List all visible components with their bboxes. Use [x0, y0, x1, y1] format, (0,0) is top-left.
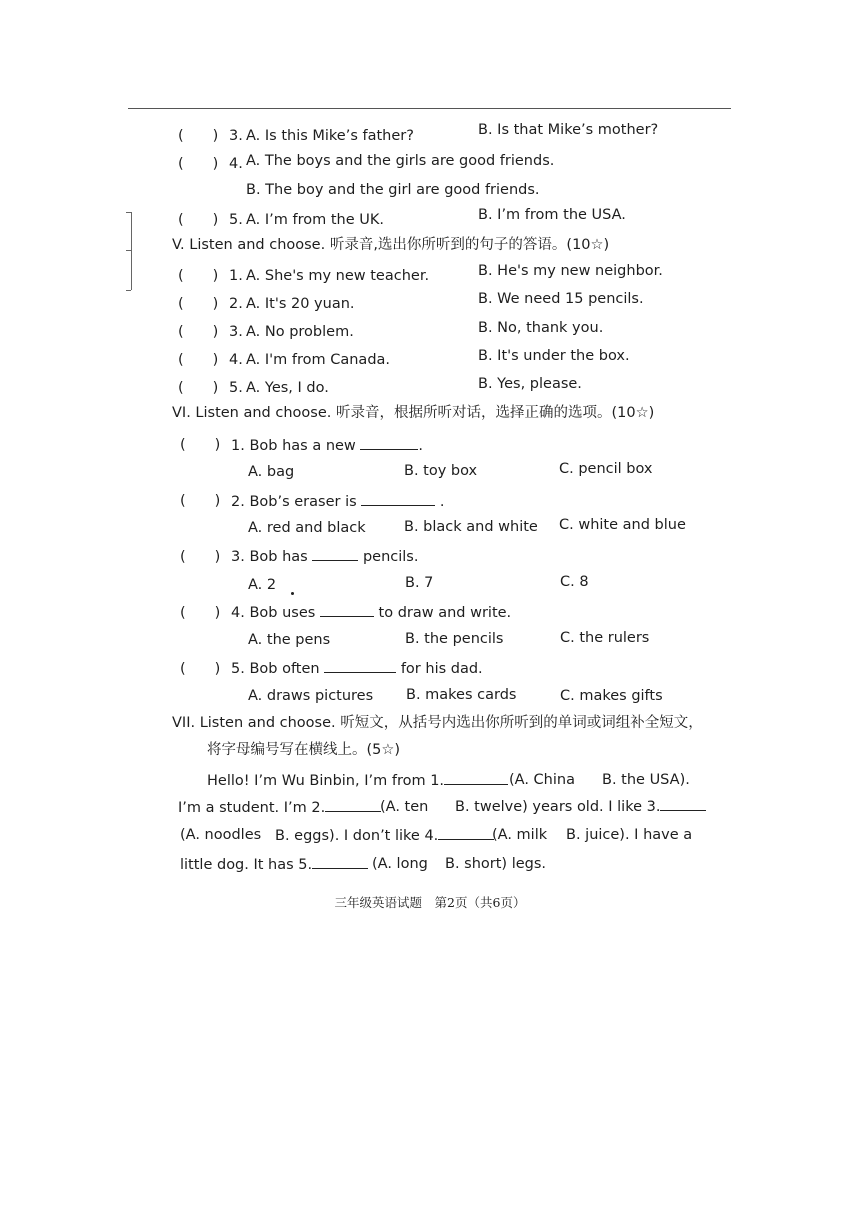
option-b: B. It's under the box. [478, 348, 630, 364]
passage-line: B. juice). I have a [566, 827, 693, 843]
passage-line: I’m a student. I’m 2. [178, 798, 381, 817]
margin-tick [126, 212, 131, 213]
option-b: B. the pencils [405, 631, 504, 647]
top-rule [128, 108, 731, 109]
question: 1. Bob has a new . [231, 438, 424, 454]
option-a: A. I'm from Canada. [246, 352, 391, 368]
page-footer: 三年级英语试题 第2页（共6页） [334, 895, 526, 910]
option-c: C. the rulers [560, 630, 650, 646]
passage-choice: B. the USA). [602, 772, 690, 788]
option-a: A. Yes, I do. [246, 380, 329, 396]
option-c: C. pencil box [559, 461, 653, 477]
margin-tick [126, 290, 131, 291]
option-a: A. 2 [248, 577, 277, 593]
option-a: A. No problem. [246, 324, 354, 340]
item-num: 5. [229, 380, 243, 396]
section-7-heading-cont: 将字母编号写在横线上。(5☆) [207, 742, 401, 758]
option-a: A. She's my new teacher. [246, 268, 430, 284]
answer-blank[interactable] [660, 797, 706, 811]
item-num: 4. [229, 352, 243, 368]
option-b: B. toy box [404, 463, 478, 479]
option-b: B. No, thank you. [478, 320, 604, 336]
option-b: B. black and white [404, 519, 538, 535]
answer-paren[interactable]: ( ) [178, 212, 219, 228]
answer-paren[interactable]: ( ) [180, 437, 221, 453]
answer-blank[interactable] [444, 771, 508, 785]
passage-choice: (A. noodles [180, 827, 262, 843]
option-c: C. 8 [560, 574, 589, 590]
passage-choice: (A. China [509, 772, 575, 788]
section-5-heading: V. Listen and choose. 听录音,选出你所听到的句子的答语。(10☆) [172, 237, 610, 253]
item-num: 2. [229, 296, 243, 312]
passage-choice: (A. long [372, 856, 428, 872]
answer-blank[interactable] [320, 603, 374, 617]
answer-paren[interactable]: ( ) [178, 128, 219, 144]
passage-choice: B. short) legs. [445, 856, 547, 872]
option-c: C. white and blue [559, 517, 686, 533]
answer-blank[interactable] [361, 492, 435, 506]
option-a: A. bag [248, 464, 295, 480]
section-6-heading: VI. Listen and choose. 听录音，根据所听对话，选择正确的选项。(10☆) [172, 405, 655, 421]
margin-tick [126, 250, 131, 251]
option-a: A. The boys and the girls are good friends. [246, 153, 555, 169]
answer-paren[interactable]: ( ) [178, 268, 219, 284]
answer-blank[interactable] [325, 798, 381, 812]
option-b: B. I’m from the USA. [478, 207, 626, 223]
option-b: B. 7 [405, 575, 434, 591]
option-b: B. We need 15 pencils. [478, 291, 644, 307]
answer-paren[interactable]: ( ) [180, 661, 221, 677]
answer-blank[interactable] [312, 855, 368, 869]
answer-paren[interactable]: ( ) [180, 605, 221, 621]
answer-paren[interactable]: ( ) [180, 549, 221, 565]
margin-mark [131, 212, 132, 290]
item-num: 3. [229, 324, 243, 340]
answer-blank[interactable] [438, 826, 494, 840]
passage-line: Hello! I’m Wu Binbin, I’m from 1. [207, 771, 508, 790]
passage-choice: (A. ten [380, 799, 429, 815]
option-b: B. He's my new neighbor. [478, 263, 663, 279]
option-b: B. Yes, please. [478, 376, 582, 392]
answer-blank[interactable] [312, 547, 358, 561]
option-c: C. makes gifts [560, 688, 663, 704]
item-num: 1. [229, 268, 243, 284]
question: 2. Bob’s eraser is . [231, 494, 445, 510]
passage-choice: (A. milk [492, 827, 548, 843]
question: 4. Bob uses to draw and write. [231, 605, 512, 621]
item-num: 5. [229, 212, 243, 228]
option-a: A. I’m from the UK. [246, 212, 384, 228]
answer-blank[interactable] [324, 659, 396, 673]
option-b: B. Is that Mike’s mother? [478, 122, 659, 138]
answer-paren[interactable]: ( ) [178, 296, 219, 312]
item-num: 4. [229, 156, 243, 172]
stray-dot [291, 592, 294, 595]
passage-line: B. eggs). I don’t like 4. [275, 826, 494, 845]
answer-paren[interactable]: ( ) [178, 352, 219, 368]
option-b: B. The boy and the girl are good friends. [246, 182, 540, 198]
answer-paren[interactable]: ( ) [180, 493, 221, 509]
option-a: A. It's 20 yuan. [246, 296, 355, 312]
option-a: A. Is this Mike’s father? [246, 128, 414, 144]
answer-paren[interactable]: ( ) [178, 156, 219, 172]
answer-blank[interactable] [360, 436, 418, 450]
option-a: A. red and black [248, 520, 366, 536]
question: 3. Bob has pencils. [231, 549, 419, 565]
answer-paren[interactable]: ( ) [178, 380, 219, 396]
passage-line: B. twelve) years old. I like 3. [455, 797, 706, 816]
passage-line: little dog. It has 5. [180, 855, 368, 874]
option-a: A. draws pictures [248, 688, 374, 704]
answer-paren[interactable]: ( ) [178, 324, 219, 340]
section-7-heading: VII. Listen and choose. 听短文，从括号内选出你所听到的单词或词组补全短文， [172, 715, 703, 731]
item-num: 3. [229, 128, 243, 144]
option-b: B. makes cards [406, 687, 517, 703]
option-a: A. the pens [248, 632, 331, 648]
question: 5. Bob often for his dad. [231, 661, 483, 677]
